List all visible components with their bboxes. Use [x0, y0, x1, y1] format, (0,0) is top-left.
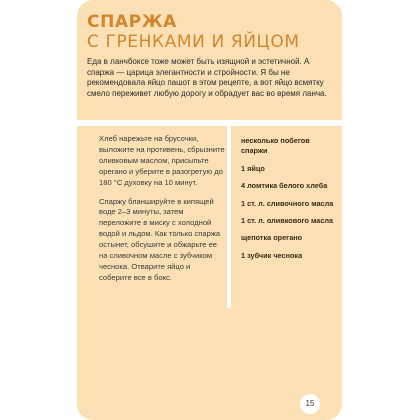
recipe-header: [77, 0, 342, 112]
ingredient-item: несколько побегов спаржи: [241, 136, 310, 156]
ingredient-item: 4 ломтика белого хлеба: [241, 181, 328, 191]
recipe-card: [77, 0, 342, 420]
recipe-steps: [99, 134, 225, 292]
ingredient-item: 1 яйцо: [241, 163, 265, 173]
page-number: 15: [300, 394, 320, 414]
recipe-step: Спаржу бланшируйте в кипящей воде 2–3 минуты, затем переложите в миску с холодной водой и льдом. Как только спаржа остынет, обсушите и обжарьте ее на сливочном масле с зубчиком чеснока. Отварите яйцо и соберите все в бокс.: [99, 196, 221, 282]
recipe-title-line2: С ГРЕНКАМИ И ЯЙЦОМ: [87, 32, 300, 52]
ingredient-item: 1 ст. л. оливкового масла: [241, 216, 334, 226]
ingredient-item: 1 ст. л. сливочного масла: [241, 198, 334, 208]
recipe-step: Хлеб нарежьте на брусочки, выложите на противень, сбрызните оливковым маслом, присыпьте орегано и уберите в разогретую до 180 °C духовку на 10 минут.: [99, 134, 225, 187]
recipe-title-line1: СПАРЖА: [87, 12, 177, 32]
ingredients-list: [241, 136, 337, 268]
section-divider: [77, 120, 342, 126]
column-divider: [227, 126, 231, 308]
ingredient-item: 1 зубчик чеснока: [241, 250, 303, 260]
recipe-intro: Еда в ланчбоксе тоже может быть изящной и эстетичной. А спаржа — царица элегантности и стройности. Я бы не рекомендовала яйцо пашот в этом рецепте, а вот яйцо всмятку смело переживет любую дорогу и обрадует вас во время ланча.: [87, 57, 327, 98]
ingredient-item: щепотка орегано: [241, 233, 303, 243]
